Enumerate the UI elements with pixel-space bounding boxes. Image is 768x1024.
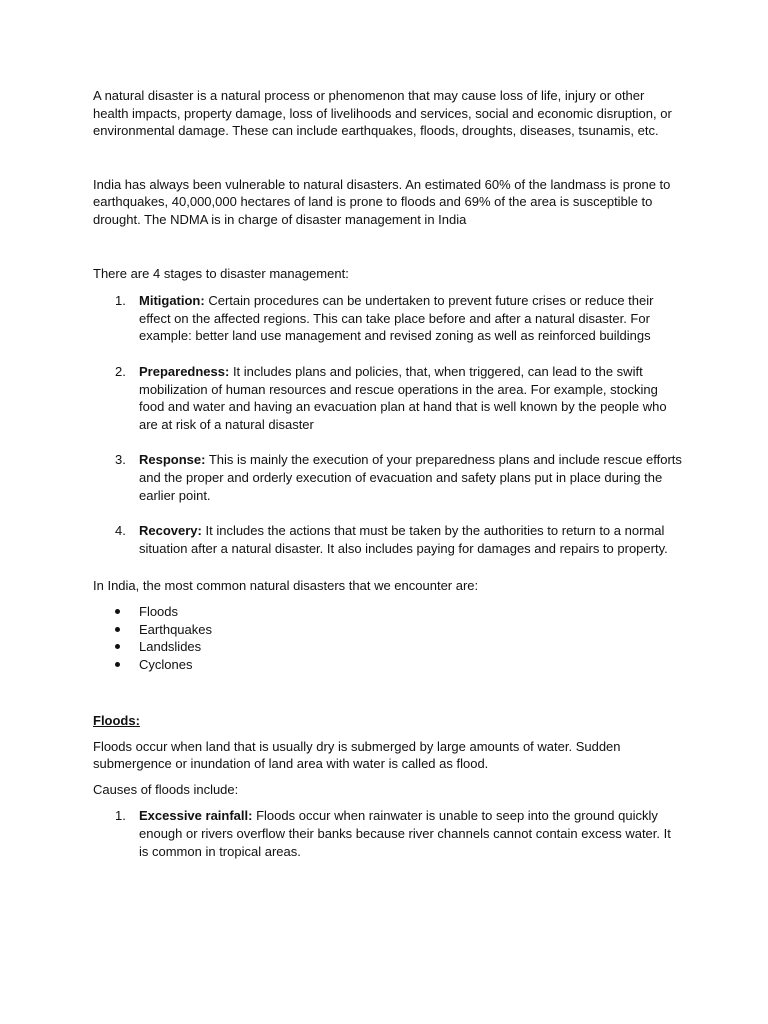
causes-intro: Causes of floods include: <box>93 781 239 797</box>
stage-text: It includes plans and policies, that, when triggered, can lead to the swift mobilization of human resources and rescue operations in the area. For example, stocking food and water and having an evacuation plan at hand that is well known by the people who are at risk of a natural disaster <box>139 363 667 432</box>
cause-term: Excessive rainfall: <box>139 808 253 824</box>
stage-term: Mitigation: <box>139 293 205 309</box>
list-number: 2. <box>115 363 126 379</box>
common-disasters-intro: In India, the most common natural disasters that we encounter are: <box>93 578 479 594</box>
list-item <box>93 656 683 674</box>
stage-text: It includes the actions that must be taken by the authorities to return to a normal situation after a natural disaster. It also includes paying for damages and repairs to property. <box>139 523 668 556</box>
stages-intro: There are 4 stages to disaster management: <box>93 265 349 281</box>
list-item <box>93 638 683 656</box>
intro-paragraph: A natural disaster is a natural process or phenomenon that may cause loss of life, injury or other health impacts, property damage, loss of livelihoods and services, social and economic disruption, or environmental damage. These can include earthquakes, floods, droughts, diseases, tsunamis, etc. <box>93 88 672 139</box>
document-page <box>93 87 683 878</box>
disaster-label: Floods <box>139 603 179 619</box>
list-item-response <box>93 451 683 504</box>
list-item-mitigation <box>93 292 683 345</box>
list-number: 1. <box>115 293 126 309</box>
stage-text: This is mainly the execution of your preparedness plans and include rescue efforts and the proper and orderly execution of evacuation and safety plans put in place during the earlier point. <box>139 452 682 503</box>
list-item-preparedness <box>93 363 683 433</box>
stage-term: Preparedness: <box>139 363 230 379</box>
list-item-excessive-rainfall <box>93 807 683 860</box>
floods-heading: Floods: <box>93 713 140 729</box>
list-item <box>93 621 683 639</box>
stages-list <box>93 292 683 557</box>
stage-term: Recovery: <box>139 523 202 539</box>
list-item <box>93 603 683 621</box>
disaster-label: Landslides <box>139 639 202 655</box>
list-number: 3. <box>115 452 126 468</box>
floods-definition: Floods occur when land that is usually dry is submerged by large amounts of water. Sudden submergence or inundation of land area with water is called as flood. <box>93 738 621 772</box>
cause-text: Floods occur when rainwater is unable to seep into the ground quickly enough or rivers overflow their banks because river channels cannot contain excess water. It is common in tropical areas. <box>139 808 671 859</box>
disasters-list <box>93 603 683 674</box>
bullet-icon <box>115 609 120 614</box>
list-number: 4. <box>115 523 126 539</box>
bullet-icon <box>115 627 120 632</box>
bullet-icon <box>115 662 120 667</box>
india-paragraph: India has always been vulnerable to natural disasters. An estimated 60% of the landmass is prone to earthquakes, 40,000,000 hectares of land is prone to floods and 69% of the area is susceptible to drought. The NDMA is in charge of disaster management in India <box>93 176 671 227</box>
bullet-icon <box>115 644 120 649</box>
disaster-label: Earthquakes <box>139 621 212 637</box>
stage-text: Certain procedures can be undertaken to prevent future crises or reduce their effect on the affected regions. This can take place before and after a natural disaster. For example: better land use management and revised zoning as well as reinforced buildings <box>139 293 654 344</box>
list-number: 1. <box>115 808 126 824</box>
disaster-label: Cyclones <box>139 657 193 673</box>
causes-list <box>93 807 683 860</box>
stage-term: Response: <box>139 452 206 468</box>
list-item-recovery <box>93 522 683 557</box>
